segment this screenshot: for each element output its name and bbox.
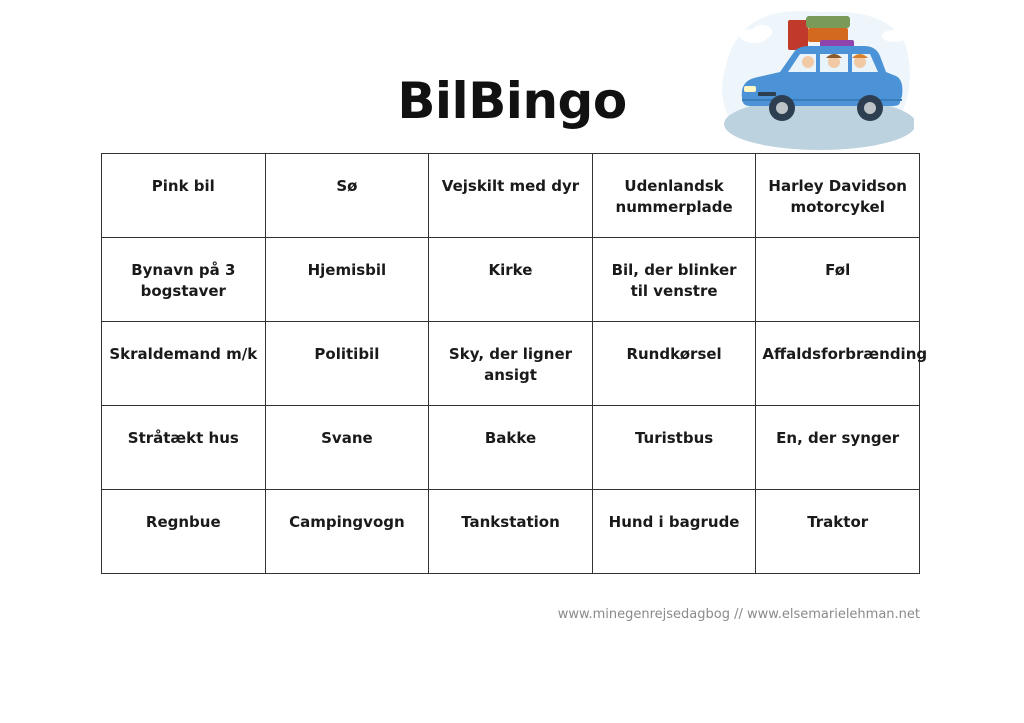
bingo-cell[interactable]: Bakke [429,406,593,490]
bingo-cell[interactable]: Bynavn på 3 bogstaver [102,238,266,322]
bingo-cell[interactable]: Traktor [756,490,920,574]
bingo-row [102,490,920,574]
bingo-cell[interactable]: Stråtækt hus [102,406,266,490]
family-car-roadtrip-icon [720,6,914,152]
bingo-cell[interactable]: Kirke [429,238,593,322]
bingo-cell[interactable]: Svane [265,406,429,490]
page-title: BilBingo [397,72,627,130]
bingo-cell[interactable]: Pink bil [102,154,266,238]
bingo-cell[interactable]: Harley Davidson motorcykel [756,154,920,238]
bingo-row [102,238,920,322]
footer-credits: www.minegenrejsedagbog // www.elsemarielehman.net [557,607,920,622]
bingo-cell[interactable]: Rundkørsel [592,322,756,406]
bingo-cell[interactable]: Sky, der ligner ansigt [429,322,593,406]
bingo-cell[interactable]: Skraldemand m/k [102,322,266,406]
bingo-cell[interactable]: Bil, der blinker til venstre [592,238,756,322]
bingo-row [102,154,920,238]
bingo-cell[interactable]: En, der synger [756,406,920,490]
bingo-grid [101,153,928,574]
bingo-cell[interactable]: Campingvogn [265,490,429,574]
bingo-row [102,322,920,406]
bingo-cell[interactable]: Vejskilt med dyr [429,154,593,238]
bingo-cell[interactable]: Politibil [265,322,429,406]
bingo-cell[interactable]: Tankstation [429,490,593,574]
bingo-cell[interactable]: Hund i bagrude [592,490,756,574]
bingo-row [102,406,920,490]
bingo-cell[interactable]: Turistbus [592,406,756,490]
bingo-cell[interactable]: Regnbue [102,490,266,574]
bingo-grid-body [102,154,928,574]
bingo-cell[interactable]: Sø [265,154,429,238]
bingo-cell[interactable]: Udenlandsk nummerplade [592,154,756,238]
bingo-cell[interactable]: Føl [756,238,920,322]
bingo-cell[interactable]: Affaldsforbrænding [756,322,920,406]
bingo-cell[interactable]: Hjemisbil [265,238,429,322]
